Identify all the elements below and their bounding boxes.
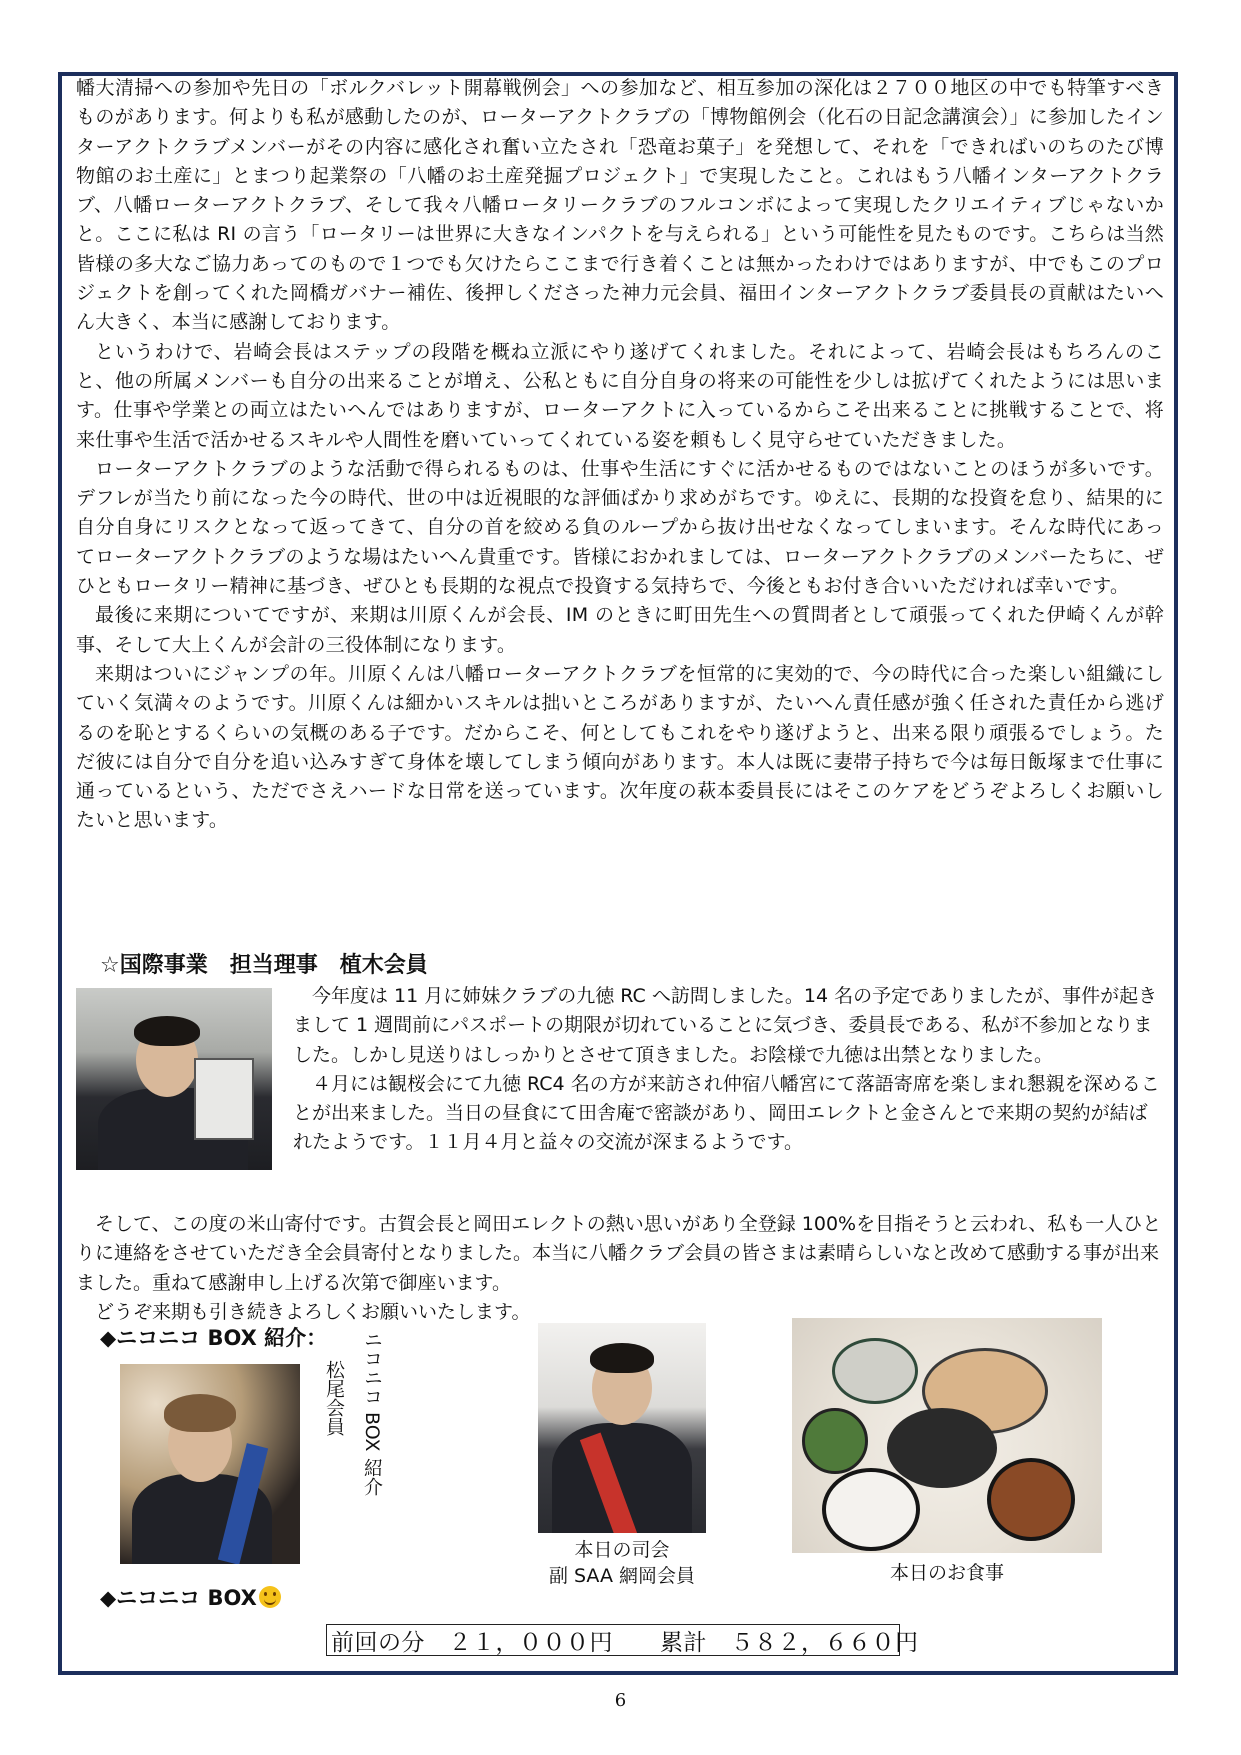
nikoniko-intro-heading: ◆ニコニコ BOX 紹介： [100, 1326, 328, 1350]
previous-amount: ２１，０００円 [448, 1629, 613, 1656]
previous-label: 前回の分 [331, 1629, 425, 1656]
mc-caption-line1: 本日の司会 [574, 1539, 670, 1561]
nikoniko-box-heading-text: ◆ニコニコ BOX [100, 1586, 257, 1610]
nikoniko-box-heading [100, 1582, 281, 1612]
body-paragraph: ローターアクトクラブのような活動で得られるものは、仕事や生活にすぐに活かせるものではないことのほうが多いです。デフレが当たり前になった今の時代、世の中は近視眼的な評価ばかり求めがちです。ゆえに、長期的な投資を怠り、結果的に自分自身にリスクとなって返ってきて、自分の首を絞める負のループから抜け出せなくなってしまいます。そんな時代にあってローターアクトクラブのような場はたいへん貴重です。皆様におかれましては、ローターアクトクラブのメンバーたちに、ぜひともロータリー精神に基づき、ぜひとも長期的な視点で投資する気持ちで、今後ともお付き合いいただければ幸いです。 [76, 457, 1164, 598]
page-number: 6 [614, 1690, 627, 1711]
intl-paragraph: ４月には観桜会にて九徳 RC4 名の方が来訪され仲宿八幡宮にて落語寄席を楽しまれ懇親を深めることが出来ました。当日の昼食にて田舎庵で密談があり、岡田エレクトと金さんとで来期の契約が結ばれたようです。１１月４月と益々の交流が深まるようです。 [293, 1072, 1160, 1154]
intl-paragraph: そして、この度の米山寄付です。古賀会長と岡田エレクトの熱い思いがあり全登録 100%を目指そうと云われ、私も一人ひとりに連絡をさせていただき全会員寄付となりました。本当に八幡クラブ会員の皆さまは素晴らしいなと改めて感動する事が出来ました。重ねて感謝申し上げる次第で御座います。 [76, 1213, 1162, 1294]
photo-amioka [538, 1323, 706, 1533]
total-amount: ５８２，６６０円 [730, 1629, 919, 1656]
intl-paragraph: どうぞ来期も引き続きよろしくお願いいたします。 [95, 1300, 531, 1323]
intl-text-full [76, 1210, 1164, 1327]
body-text [76, 74, 1164, 836]
intl-heading: ☆国際事業 担当理事 植木会員 [100, 953, 428, 978]
photo-meal [792, 1318, 1102, 1553]
smile-icon [259, 1586, 281, 1608]
mc-caption [520, 1537, 724, 1589]
body-paragraph: 来期はついにジャンプの年。川原くんは八幡ローターアクトクラブを恒常的に実効的で、今の時代に合った楽しい組織にしていく気満々のようです。川原くんは細かいスキルは拙いところがありますが、たいへん責任感が強く任された責任から逃げるのを恥とするくらいの気概のある子です。だからこそ、何としてもこれをやり遂げようと、出来る限り頑張るでしょう。ただ彼には自分で自分を追い込みすぎて身体を壊してしまう傾向があります。本人は既に妻帯子持ちで今は毎日飯塚まで仕事に通っているという、ただでさえハードな日常を送っています。次年度の萩本委員長にはそこのケアをどうぞよろしくお願いしたいと思います。 [76, 662, 1164, 832]
photo-matsuo [120, 1364, 300, 1564]
body-paragraph: 幡大清掃への参加や先日の「ボルクバレット開幕戦例会」への参加など、相互参加の深化は２７００地区の中でも特筆すべきものがあります。何よりも私が感動したのが、ローターアクトクラブの「博物館例会（化石の日記念講演会）」に参加したインターアクトクラブメンバーがその内容に感化され奮い立たされ「恐竜お菓子」を発想して、それを「できればいのちのたび博物館のお土産に」とまつり起業祭の「八幡のお土産発掘プロジェクト」で実現したこと。これはもう八幡インターアクトクラブ、八幡ローターアクトクラブ、そして我々八幡ロータリークラブのフルコンボによって実現したクリエイティブじゃないかと。ここに私は RI の言う「ロータリーは世界に大きなインパクトを与えられる」という可能性を見たものです。こちらは当然皆様の多大なご協力あってのもので１つでも欠けたらここまで行き着くことは無かったわけではありますが、中でもこのプロジェクトを創ってくれた岡橋ガバナー補佐、後押しくださった神力元会員、福田インターアクトクラブ委員長の貢献はたいへん大きく、本当に感謝しております。 [76, 77, 1164, 334]
total-label: 累計 [660, 1629, 707, 1656]
intl-paragraph: 今年度は 11 月に姉妹クラブの九徳 RC へ訪問しました。14 名の予定でありましたが、事件が起きまして 1 週間前にパスポートの期限が切れていることに気づき、委員長である、私が不参加となりました。しかし見送りはしっかりとさせて頂きました。お陰様で九徳は出禁となりました。 [293, 985, 1158, 1066]
meal-caption: 本日のお食事 [889, 1562, 1004, 1584]
intl-text-beside-photo [293, 982, 1165, 1158]
donation-summary [326, 1624, 919, 1656]
body-paragraph: 最後に来期についてですが、来期は川原くんが会長、IM のときに町田先生への質問者として頑張ってくれた伊崎くんが幹事、そして大上くんが会計の三役体制になります。 [76, 604, 1164, 656]
photo-ueki [76, 988, 272, 1170]
body-paragraph: というわけで、岩崎会長はステップの段階を概ね立派にやり遂げてくれました。それによって、岩崎会長はもちろんのこと、他の所属メンバーも自分の出来ることが増え、公私ともに自分自身の将来の可能性を少しは拡げてくれたようには思います。仕事や学業との両立はたいへんではありますが、ローターアクトに入っているからこそ出来ることに挑戦することで、将来仕事や生活で活かせるスキルや人間性を磨いていってくれている姿を頼もしく見守らせていただきました。 [76, 340, 1164, 451]
vertical-name: 松尾会員 [323, 1360, 345, 1436]
vertical-title: ニコニコ BOX 紹介 [361, 1330, 383, 1496]
mc-caption-line2: 副 SAA 網岡会員 [548, 1565, 696, 1587]
